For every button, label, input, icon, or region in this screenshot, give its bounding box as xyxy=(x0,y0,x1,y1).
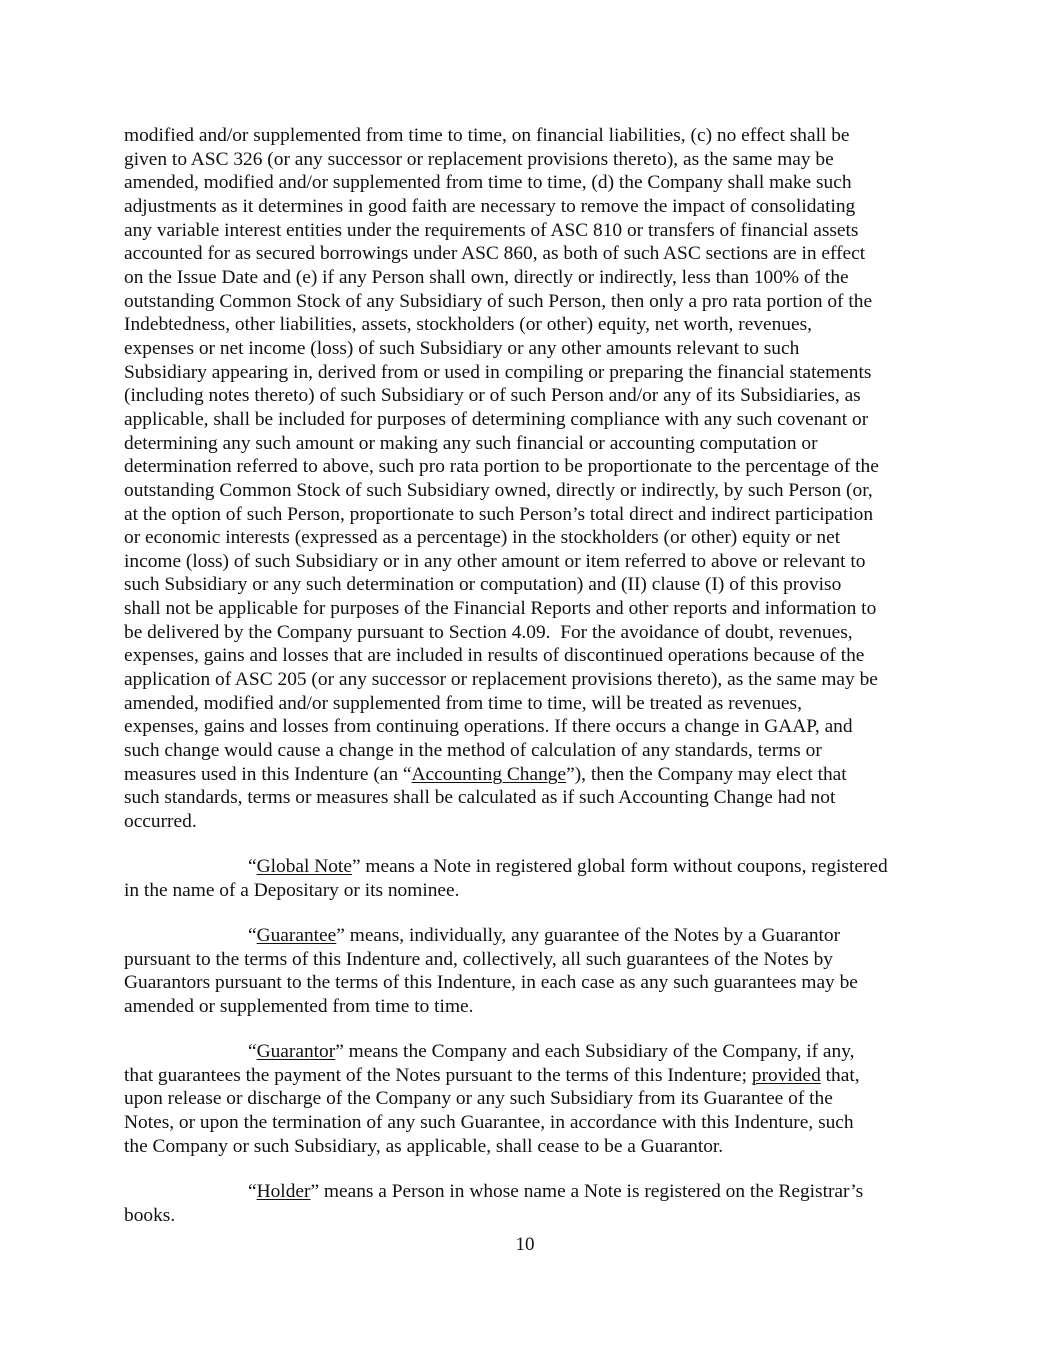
text-segment: ” means, individually, any guarantee of the Notes by a Guarantor xyxy=(336,925,841,946)
text-line: occurred. xyxy=(124,811,197,833)
text-segment: ”), then the Company may elect that xyxy=(566,763,847,785)
text-line xyxy=(124,855,954,879)
text-line: upon release or discharge of the Company or any such Subsidiary from its Guarantee of the xyxy=(124,1088,833,1110)
text-line: income (loss) of such Subsidiary or in any other amount or item referred to above or relevant to xyxy=(124,550,866,572)
defined-term: Global Note xyxy=(256,856,352,878)
text-segment: measures used in this Indenture (an “ xyxy=(124,763,412,785)
text-line: determining any such amount or making any such financial or accounting computation or xyxy=(124,432,818,454)
page-number: 10 xyxy=(515,1234,535,1255)
text-line: application of ASC 205 (or any successor or replacement provisions thereto), as the same may be xyxy=(124,669,878,691)
definition-paragraph xyxy=(124,1180,954,1227)
text-line xyxy=(124,763,954,787)
defined-term: Guarantor xyxy=(256,1041,336,1063)
text-line: or economic interests (expressed as a percentage) in the stockholders (or other) equity or net xyxy=(124,527,841,549)
text-line: expenses, gains and losses from continuing operations. If there occurs a change in GAAP, and xyxy=(124,716,853,738)
text-line xyxy=(124,924,954,948)
text-line: adjustments as it determines in good faith are necessary to remove the impact of consolidating xyxy=(124,195,856,217)
text-line: amended, modified and/or supplemented from time to time, will be treated as revenues, xyxy=(124,692,802,714)
text-line: (including notes thereto) of such Subsidiary or of such Person and/or any of its Subsidiaries, as xyxy=(124,385,861,407)
text-line: such Subsidiary or any such determination or computation) and (II) clause (I) of this proviso xyxy=(124,574,842,596)
text-line: Subsidiary appearing in, derived from or used in compiling or preparing the financial statements xyxy=(124,361,872,383)
text-line: expenses, gains and losses that are included in results of discontinued operations because of the xyxy=(124,645,865,667)
text-segment: “ xyxy=(248,1180,257,1202)
text-line: determination referred to above, such pro rata portion to be proportionate to the percentage of the xyxy=(124,456,879,478)
defined-term: Guarantee xyxy=(256,925,337,946)
text-line: outstanding Common Stock of such Subsidiary owned, directly or indirectly, by such Person (or, xyxy=(124,479,873,501)
text-line: shall not be applicable for purposes of the Financial Reports and other reports and information to xyxy=(124,598,877,620)
text-line xyxy=(124,1064,954,1088)
text-line: amended or supplemented from time to time. xyxy=(124,995,474,1017)
continued-paragraph xyxy=(124,124,954,834)
definition-paragraph xyxy=(124,924,954,1019)
text-segment: “ xyxy=(248,1041,257,1063)
text-line: books. xyxy=(124,1204,176,1226)
text-segment: “ xyxy=(248,856,257,878)
text-line xyxy=(124,1180,954,1204)
text-line: the Company or such Subsidiary, as applicable, shall cease to be a Guarantor. xyxy=(124,1135,724,1157)
defined-term: Accounting Change xyxy=(411,763,567,785)
text-line: amended, modified and/or supplemented from time to time, (d) the Company shall make such xyxy=(124,172,852,194)
text-line: expenses or net income (loss) of such Subsidiary or any other amounts relevant to such xyxy=(124,337,800,359)
text-line: applicable, shall be included for purposes of determining compliance with any such covenant or xyxy=(124,408,869,430)
text-line: such change would cause a change in the method of calculation of any standards, terms or xyxy=(124,740,822,762)
defined-term: Holder xyxy=(256,1180,311,1202)
text-line: pursuant to the terms of this Indenture and, collectively, all such guarantees of the Notes by xyxy=(124,948,833,970)
text-line: outstanding Common Stock of any Subsidiary of such Person, then only a pro rata portion of the xyxy=(124,290,873,312)
text-segment: that guarantees the payment of the Notes pursuant to the terms of this Indenture; xyxy=(124,1064,752,1086)
text-line: modified and/or supplemented from time to time, on financial liabilities, (c) no effect shall be xyxy=(124,125,850,146)
text-segment: that, xyxy=(820,1064,860,1086)
definition-paragraph xyxy=(124,1040,954,1158)
text-segment: “ xyxy=(248,925,257,946)
text-line: be delivered by the Company pursuant to Section 4.09. For the avoidance of doubt, revenues, xyxy=(124,621,853,643)
text-line: on the Issue Date and (e) if any Person shall own, directly or indirectly, less than 100% of the xyxy=(124,266,849,288)
text-line: in the name of a Depositary or its nominee. xyxy=(124,879,460,901)
text-line: at the option of such Person, proportionate to such Person’s total direct and indirect participation xyxy=(124,503,874,525)
text-line: Indebtedness, other liabilities, assets, stockholders (or other) equity, net worth, revenues, xyxy=(124,314,813,336)
text-segment: ” means a Note in registered global form without coupons, registered xyxy=(351,856,888,878)
text-line: accounted for as secured borrowings under ASC 860, as both of such ASC sections are in effect xyxy=(124,243,866,265)
text-line: given to ASC 326 (or any successor or replacement provisions thereto), as the same may be xyxy=(124,148,834,170)
document-body xyxy=(124,124,954,1227)
text-line: Guarantors pursuant to the terms of this Indenture, in each case as any such guarantees may be xyxy=(124,972,858,994)
text-line: any variable interest entities under the requirements of ASC 810 or transfers of financial assets xyxy=(124,219,859,241)
text-line: Notes, or upon the termination of any such Guarantee, in accordance with this Indenture, such xyxy=(124,1112,854,1134)
text-line xyxy=(124,1040,954,1064)
definition-paragraph xyxy=(124,855,954,902)
defined-term: provided xyxy=(751,1064,821,1086)
text-line: such standards, terms or measures shall be calculated as if such Accounting Change had not xyxy=(124,787,836,809)
text-segment: ” means a Person in whose name a Note is registered on the Registrar’s xyxy=(310,1180,864,1202)
text-segment: ” means the Company and each Subsidiary of the Company, if any, xyxy=(335,1041,855,1063)
